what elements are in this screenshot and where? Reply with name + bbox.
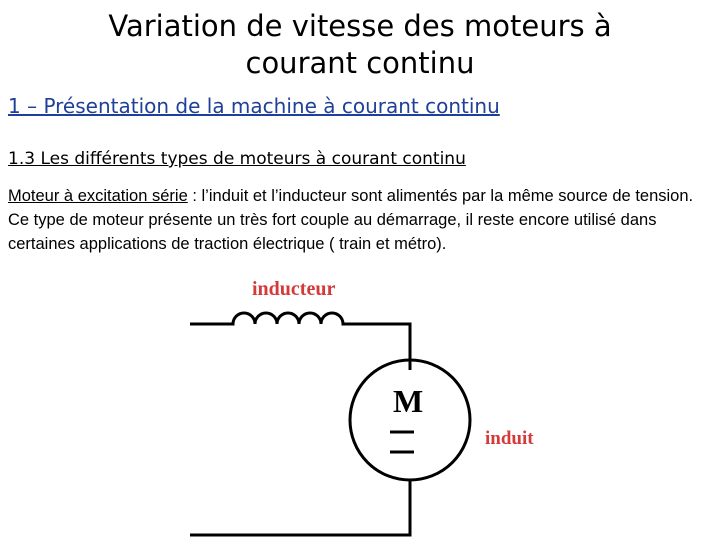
description-paragraph	[8, 184, 708, 256]
series-motor-circuit-diagram	[0, 270, 720, 540]
title-line-2: courant continu	[245, 46, 475, 80]
motor-label: M	[393, 383, 424, 419]
armature-label: induit	[485, 428, 534, 449]
inductor-coil	[190, 313, 410, 370]
section-heading: 1 – Présentation de la machine à courant continu	[8, 94, 500, 118]
inductor-label: inducteur	[252, 278, 336, 300]
lower-wire	[190, 480, 410, 535]
subsection-heading: 1.3 Les différents types de moteurs à courant continu	[8, 149, 466, 169]
motor-symbol	[350, 360, 470, 480]
motor-type-term: Moteur à excitation série	[8, 187, 188, 205]
page-title	[0, 8, 720, 82]
title-line-1: Variation de vitesse des moteurs à	[108, 9, 612, 43]
motor-type-description: : l’induit et l’inducteur sont alimentés par la même source de tension. Ce type de moteur présente un très fort couple au démarrage, il reste encore utilisé dans certaines applications de traction électrique ( train et métro).	[8, 187, 694, 253]
